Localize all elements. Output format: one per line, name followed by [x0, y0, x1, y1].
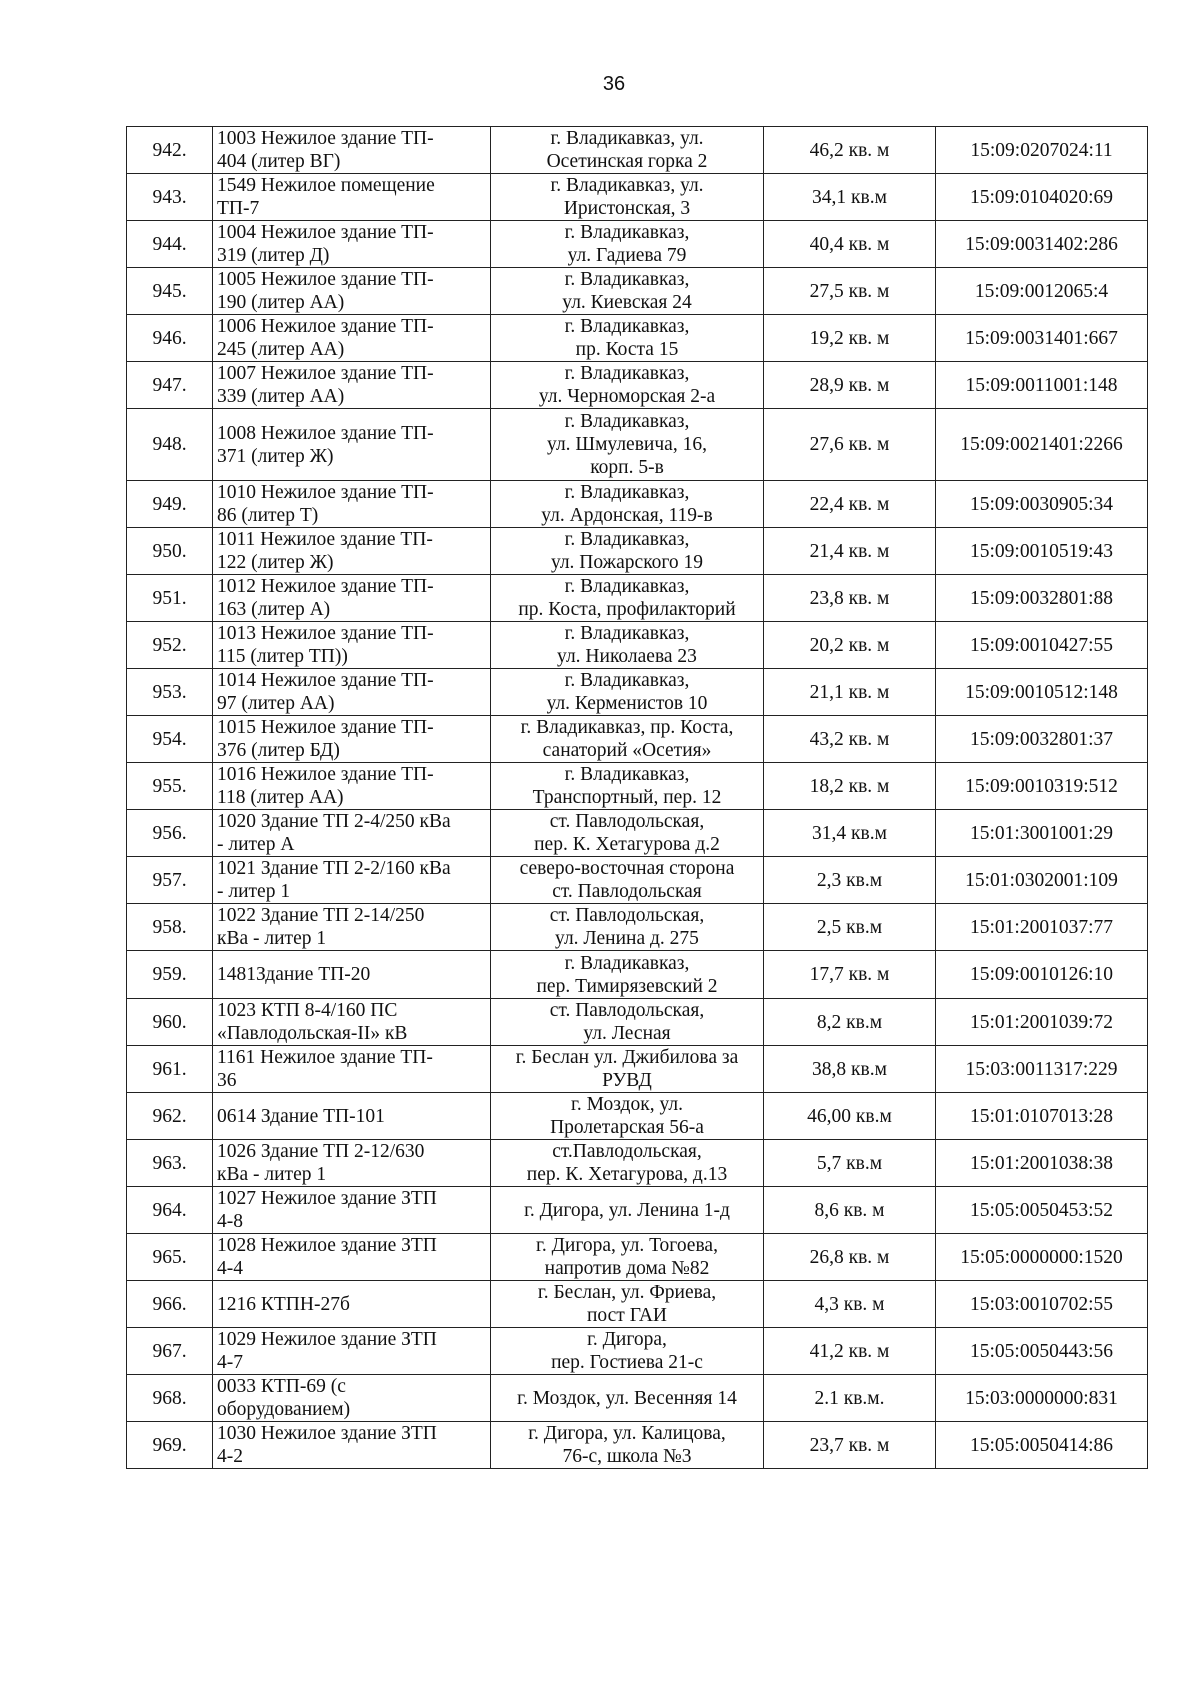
object-name-cell-line: 4-2 [217, 1446, 243, 1467]
address-cell-line: пер. К. Хетагурова д.2 [534, 834, 720, 855]
address-cell-line: г. Моздок, ул. [571, 1094, 683, 1115]
object-name-cell-line: 319 (литер Д) [217, 245, 330, 266]
cadastral-number-cell: 15:01:2001037:77 [936, 904, 1148, 951]
object-name-cell-line: 371 (литер Ж) [217, 445, 334, 467]
object-name-cell [213, 857, 491, 904]
object-name-cell-line: 1161 Нежилое здание ТП- [217, 1047, 433, 1068]
object-name-cell-line: 1022 Здание ТП 2-14/250 [217, 905, 425, 926]
object-name-cell-line: 1006 Нежилое здание ТП- [217, 316, 434, 337]
cadastral-number-cell: 15:01:2001039:72 [936, 999, 1148, 1046]
object-name-cell-line: 4-4 [217, 1258, 243, 1279]
area-cell: 22,4 кв. м [764, 481, 936, 528]
object-name-cell [213, 1234, 491, 1281]
address-cell [491, 904, 764, 951]
object-name-cell [213, 127, 491, 174]
object-name-cell-line: 1014 Нежилое здание ТП- [217, 670, 434, 691]
address-cell-line: пер. Тимирязевский 2 [536, 975, 718, 997]
address-cell [491, 857, 764, 904]
area-cell: 2,3 кв.м [764, 857, 936, 904]
object-name-cell-line: оборудованием) [217, 1399, 351, 1420]
table-row [127, 763, 1148, 810]
table-row [127, 669, 1148, 716]
row-number-cell: 950. [127, 528, 213, 575]
area-cell: 18,2 кв. м [764, 763, 936, 810]
address-cell [491, 1422, 764, 1469]
address-cell [491, 1375, 764, 1422]
object-name-cell-line: 118 (литер АА) [217, 787, 344, 808]
address-cell-line: пр. Коста 15 [575, 339, 679, 360]
address-cell-line: г. Владикавказ, [564, 952, 690, 974]
address-cell [491, 1093, 764, 1140]
address-cell [491, 315, 764, 362]
table-row [127, 1046, 1148, 1093]
address-cell-line: ул. Керменистов 10 [546, 693, 708, 714]
address-cell-line: 76-с, школа №3 [562, 1446, 692, 1467]
address-cell-line: г. Владикавказ, [564, 411, 690, 432]
address-cell [491, 1046, 764, 1093]
table-row [127, 622, 1148, 669]
object-name-cell-line: 36 [217, 1070, 237, 1091]
row-number-cell: 948. [127, 409, 213, 481]
table-row [127, 999, 1148, 1046]
address-cell-line: г. Владикавказ, [564, 363, 690, 384]
address-cell [491, 669, 764, 716]
cadastral-number-cell: 15:05:0050414:86 [936, 1422, 1148, 1469]
table-row [127, 221, 1148, 268]
address-cell-line: г. Владикавказ, ул. [550, 128, 704, 149]
object-name-cell [213, 1281, 491, 1328]
cadastral-number-cell: 15:01:3001001:29 [936, 810, 1148, 857]
object-name-cell-line: 1020 Здание ТП 2-4/250 кВа [217, 811, 451, 832]
address-cell-line: ст.Павлодольская, [552, 1141, 702, 1162]
address-cell-line: г. Дигора, ул. Тогоева, [536, 1235, 718, 1256]
cadastral-number-cell: 15:09:0032801:88 [936, 575, 1148, 622]
address-cell-line: напротив дома №82 [544, 1258, 710, 1279]
cadastral-number-cell: 15:09:0021401:2266 [936, 409, 1148, 481]
object-name-cell-line: 1027 Нежилое здание ЗТП [217, 1188, 437, 1209]
address-cell-line: г. Владикавказ, [564, 670, 690, 691]
area-cell: 38,8 кв.м [764, 1046, 936, 1093]
object-name-cell-line: 1029 Нежилое здание ЗТП [217, 1329, 437, 1350]
object-name-cell-line: 1015 Нежилое здание ТП- [217, 717, 434, 738]
object-name-cell-line: 0614 Здание ТП-101 [217, 1105, 385, 1127]
area-cell: 2.1 кв.м. [764, 1375, 936, 1422]
address-cell-line: г. Владикавказ, [564, 623, 690, 644]
object-name-cell-line: 1005 Нежилое здание ТП- [217, 269, 434, 290]
object-name-cell-line: 163 (литер А) [217, 599, 331, 620]
address-cell-line: ул. Черноморская 2-а [538, 386, 716, 407]
object-name-cell [213, 1187, 491, 1234]
object-name-cell-line: 1549 Нежилое помещение [217, 175, 435, 196]
row-number-cell: 943. [127, 174, 213, 221]
address-cell-line: корп. 5-в [590, 457, 664, 478]
address-cell-line: г. Владикавказ, [564, 269, 690, 290]
table-row [127, 481, 1148, 528]
area-cell: 23,7 кв. м [764, 1422, 936, 1469]
area-cell: 20,2 кв. м [764, 622, 936, 669]
cadastral-number-cell: 15:09:0207024:11 [936, 127, 1148, 174]
row-number-cell: 946. [127, 315, 213, 362]
row-number-cell: 956. [127, 810, 213, 857]
cadastral-number-cell: 15:09:0011001:148 [936, 362, 1148, 409]
object-name-cell [213, 315, 491, 362]
object-name-cell-line: 1030 Нежилое здание ЗТП [217, 1423, 437, 1444]
area-cell: 41,2 кв. м [764, 1328, 936, 1375]
row-number-cell: 960. [127, 999, 213, 1046]
address-cell-line: г. Дигора, ул. Ленина 1-д [524, 1199, 730, 1221]
table-row [127, 575, 1148, 622]
address-cell-line: г. Дигора, [587, 1329, 667, 1350]
object-name-cell-line: 1011 Нежилое здание ТП- [217, 529, 433, 550]
address-cell [491, 1281, 764, 1328]
address-cell-line: пост ГАИ [586, 1305, 668, 1326]
address-cell [491, 622, 764, 669]
table-row [127, 127, 1148, 174]
cadastral-number-cell: 15:03:0010702:55 [936, 1281, 1148, 1328]
table-row [127, 409, 1148, 481]
address-cell-line: г. Владикавказ, [564, 222, 690, 243]
address-cell [491, 1234, 764, 1281]
object-name-cell-line: 245 (литер АА) [217, 339, 345, 360]
row-number-cell: 969. [127, 1422, 213, 1469]
object-name-cell [213, 622, 491, 669]
cadastral-number-cell: 15:09:0012065:4 [936, 268, 1148, 315]
object-name-cell [213, 1422, 491, 1469]
cadastral-number-cell: 15:09:0104020:69 [936, 174, 1148, 221]
object-name-cell [213, 575, 491, 622]
address-cell-line: пер. Гостиева 21-с [551, 1352, 703, 1373]
address-cell-line: г. Владикавказ, [564, 529, 690, 550]
object-name-cell-line: 1021 Здание ТП 2-2/160 кВа [217, 858, 451, 879]
table-row [127, 904, 1148, 951]
address-cell-line: г. Владикавказ, [564, 316, 690, 337]
object-name-cell-line: - литер 1 [217, 881, 291, 902]
area-cell: 31,4 кв.м [764, 810, 936, 857]
address-cell [491, 362, 764, 409]
address-cell-line: г. Беслан ул. Джибилова за [515, 1047, 739, 1068]
table-row [127, 1187, 1148, 1234]
address-cell-line: пер. К. Хетагурова, д.13 [526, 1164, 728, 1185]
row-number-cell: 951. [127, 575, 213, 622]
address-cell [491, 575, 764, 622]
area-cell: 8,2 кв.м [764, 999, 936, 1046]
object-name-cell [213, 221, 491, 268]
table-row [127, 1328, 1148, 1375]
address-cell [491, 1187, 764, 1234]
area-cell: 17,7 кв. м [764, 951, 936, 999]
object-name-cell [213, 268, 491, 315]
cadastral-number-cell: 15:05:0000000:1520 [936, 1234, 1148, 1281]
object-name-cell [213, 1093, 491, 1140]
registry-table-body [127, 127, 1148, 1469]
address-cell-line: ул. Ардонская, 119-в [541, 505, 713, 526]
row-number-cell: 968. [127, 1375, 213, 1422]
address-cell [491, 481, 764, 528]
table-row [127, 1140, 1148, 1187]
address-cell-line: ул. Ленина д. 275 [555, 928, 699, 949]
row-number-cell: 945. [127, 268, 213, 315]
object-name-cell [213, 481, 491, 528]
object-name-cell-line: 1016 Нежилое здание ТП- [217, 764, 434, 785]
area-cell: 26,8 кв. м [764, 1234, 936, 1281]
address-cell-line: РУВД [602, 1070, 652, 1091]
address-cell-line: Осетинская горка 2 [546, 151, 708, 172]
table-row [127, 810, 1148, 857]
object-name-cell-line: 86 (литер Т) [217, 505, 319, 526]
area-cell: 2,5 кв.м [764, 904, 936, 951]
row-number-cell: 953. [127, 669, 213, 716]
address-cell-line: ул. Пожарского 19 [550, 552, 704, 573]
object-name-cell-line: 190 (литер АА) [217, 292, 345, 313]
address-cell-line: ст. Павлодольская, [549, 811, 705, 832]
address-cell-line: пр. Коста, профилакторий [518, 599, 736, 620]
object-name-cell-line: 115 (литер ТП)) [217, 646, 348, 667]
address-cell-line: ст. Павлодольская, [549, 1000, 705, 1021]
table-row [127, 528, 1148, 575]
object-name-cell-line: 4-7 [217, 1352, 243, 1373]
address-cell-line: ст. Павлодольская [552, 881, 702, 902]
object-name-cell-line: 1008 Нежилое здание ТП- [217, 422, 434, 444]
row-number-cell: 942. [127, 127, 213, 174]
address-cell [491, 999, 764, 1046]
object-name-cell [213, 174, 491, 221]
table-row [127, 1093, 1148, 1140]
property-registry-table [126, 126, 1148, 1469]
address-cell-line: Иристонская, 3 [563, 198, 691, 219]
cadastral-number-cell: 15:01:2001038:38 [936, 1140, 1148, 1187]
object-name-cell [213, 362, 491, 409]
address-cell [491, 763, 764, 810]
object-name-cell-line: 1023 КТП 8-4/160 ПС [217, 1000, 398, 1021]
table-row [127, 857, 1148, 904]
area-cell: 43,2 кв. м [764, 716, 936, 763]
object-name-cell [213, 1140, 491, 1187]
object-name-cell [213, 1046, 491, 1093]
area-cell: 21,1 кв. м [764, 669, 936, 716]
row-number-cell: 944. [127, 221, 213, 268]
table-row [127, 1375, 1148, 1422]
address-cell [491, 1140, 764, 1187]
address-cell [491, 528, 764, 575]
area-cell: 28,9 кв. м [764, 362, 936, 409]
row-number-cell: 963. [127, 1140, 213, 1187]
address-cell-line: г. Владикавказ, [564, 576, 690, 597]
address-cell [491, 409, 764, 481]
address-cell-line: ул. Лесная [583, 1023, 671, 1044]
object-name-cell-line: 376 (литер БД) [217, 740, 340, 761]
area-cell: 23,8 кв. м [764, 575, 936, 622]
cadastral-number-cell: 15:03:0011317:229 [936, 1046, 1148, 1093]
object-name-cell-line: 1003 Нежилое здание ТП- [217, 128, 434, 149]
address-cell [491, 951, 764, 999]
row-number-cell: 958. [127, 904, 213, 951]
object-name-cell-line: 1026 Здание ТП 2-12/630 [217, 1141, 425, 1162]
area-cell: 19,2 кв. м [764, 315, 936, 362]
table-row [127, 1422, 1148, 1469]
area-cell: 21,4 кв. м [764, 528, 936, 575]
table-row [127, 315, 1148, 362]
row-number-cell: 947. [127, 362, 213, 409]
object-name-cell-line: 1216 КТПН-27б [217, 1293, 350, 1315]
address-cell-line: г. Владикавказ, ул. [550, 175, 704, 196]
cadastral-number-cell: 15:03:0000000:831 [936, 1375, 1148, 1422]
object-name-cell [213, 904, 491, 951]
object-name-cell [213, 409, 491, 481]
object-name-cell-line: 1028 Нежилое здание ЗТП [217, 1235, 437, 1256]
address-cell-line: ул. Гадиева 79 [567, 245, 687, 266]
row-number-cell: 957. [127, 857, 213, 904]
cadastral-number-cell: 15:01:0302001:109 [936, 857, 1148, 904]
object-name-cell [213, 951, 491, 999]
cadastral-number-cell: 15:09:0010512:148 [936, 669, 1148, 716]
address-cell-line: г. Владикавказ, [564, 482, 690, 503]
area-cell: 5,7 кв.м [764, 1140, 936, 1187]
address-cell-line: г. Моздок, ул. Весенняя 14 [517, 1387, 737, 1409]
area-cell: 8,6 кв. м [764, 1187, 936, 1234]
object-name-cell-line: 1481Здание ТП-20 [217, 964, 371, 985]
row-number-cell: 967. [127, 1328, 213, 1375]
table-row [127, 1234, 1148, 1281]
area-cell: 46,2 кв. м [764, 127, 936, 174]
object-name-cell-line: 4-8 [217, 1211, 243, 1232]
area-cell: 46,00 кв.м [764, 1093, 936, 1140]
cadastral-number-cell: 15:09:0032801:37 [936, 716, 1148, 763]
object-name-cell-line: 1007 Нежилое здание ТП- [217, 363, 434, 384]
cadastral-number-cell: 15:09:0010427:55 [936, 622, 1148, 669]
cadastral-number-cell: 15:09:0010126:10 [936, 951, 1148, 999]
object-name-cell-line: 97 (литер АА) [217, 693, 335, 714]
object-name-cell-line: 1012 Нежилое здание ТП- [217, 576, 434, 597]
row-number-cell: 965. [127, 1234, 213, 1281]
table-row [127, 174, 1148, 221]
object-name-cell-line: 0033 КТП-69 (с [217, 1376, 346, 1397]
object-name-cell-line: 339 (литер АА) [217, 386, 345, 407]
row-number-cell: 954. [127, 716, 213, 763]
object-name-cell-line: 1004 Нежилое здание ТП- [217, 222, 434, 243]
row-number-cell: 961. [127, 1046, 213, 1093]
row-number-cell: 964. [127, 1187, 213, 1234]
table-row [127, 362, 1148, 409]
cadastral-number-cell: 15:05:0050453:52 [936, 1187, 1148, 1234]
row-number-cell: 952. [127, 622, 213, 669]
address-cell-line: г. Владикавказ, [564, 764, 690, 785]
object-name-cell-line: «Павлодольская-II» кВ [217, 1023, 408, 1044]
area-cell: 40,4 кв. м [764, 221, 936, 268]
address-cell-line: Пролетарская 56-а [550, 1117, 704, 1138]
object-name-cell [213, 763, 491, 810]
cadastral-number-cell: 15:05:0050443:56 [936, 1328, 1148, 1375]
address-cell-line: Транспортный, пер. 12 [532, 787, 722, 808]
object-name-cell [213, 810, 491, 857]
address-cell-line: санаторий «Осетия» [542, 740, 712, 761]
address-cell [491, 221, 764, 268]
area-cell: 4,3 кв. м [764, 1281, 936, 1328]
object-name-cell-line: 404 (литер ВГ) [217, 151, 341, 172]
object-name-cell-line: - литер А [217, 834, 295, 855]
row-number-cell: 955. [127, 763, 213, 810]
object-name-cell [213, 1328, 491, 1375]
row-number-cell: 962. [127, 1093, 213, 1140]
address-cell-line: ул. Киевская 24 [562, 292, 692, 313]
object-name-cell [213, 1375, 491, 1422]
table-row [127, 1281, 1148, 1328]
address-cell-line: ул. Шмулевича, 16, [547, 434, 707, 455]
address-cell-line: ул. Николаева 23 [557, 646, 697, 667]
address-cell [491, 716, 764, 763]
row-number-cell: 949. [127, 481, 213, 528]
address-cell-line: г. Владикавказ, пр. Коста, [520, 717, 734, 738]
area-cell: 27,5 кв. м [764, 268, 936, 315]
address-cell-line: ст. Павлодольская, [549, 905, 705, 926]
object-name-cell [213, 716, 491, 763]
table-row [127, 268, 1148, 315]
cadastral-number-cell: 15:09:0010519:43 [936, 528, 1148, 575]
row-number-cell: 966. [127, 1281, 213, 1328]
object-name-cell-line: кВа - литер 1 [217, 928, 327, 949]
cadastral-number-cell: 15:09:0031401:667 [936, 315, 1148, 362]
address-cell-line: г. Беслан, ул. Фриева, [537, 1282, 717, 1303]
cadastral-number-cell: 15:01:0107013:28 [936, 1093, 1148, 1140]
object-name-cell-line: 1010 Нежилое здание ТП- [217, 482, 434, 503]
address-cell-line: северо-восточная сторона [519, 858, 735, 879]
object-name-cell-line: кВа - литер 1 [217, 1164, 327, 1185]
object-name-cell [213, 999, 491, 1046]
address-cell [491, 174, 764, 221]
area-cell: 34,1 кв.м [764, 174, 936, 221]
area-cell: 27,6 кв. м [764, 409, 936, 481]
table-row [127, 716, 1148, 763]
row-number-cell: 959. [127, 951, 213, 999]
table-row [127, 951, 1148, 999]
address-cell [491, 1328, 764, 1375]
object-name-cell-line: 122 (литер Ж) [217, 552, 334, 573]
object-name-cell [213, 669, 491, 716]
cadastral-number-cell: 15:09:0031402:286 [936, 221, 1148, 268]
page-number: 36 [602, 73, 626, 95]
address-cell [491, 810, 764, 857]
address-cell [491, 127, 764, 174]
address-cell-line: г. Дигора, ул. Калицова, [528, 1423, 726, 1444]
cadastral-number-cell: 15:09:0030905:34 [936, 481, 1148, 528]
object-name-cell-line: 1013 Нежилое здание ТП- [217, 623, 434, 644]
object-name-cell-line: ТП-7 [217, 198, 260, 219]
object-name-cell [213, 528, 491, 575]
address-cell [491, 268, 764, 315]
cadastral-number-cell: 15:09:0010319:512 [936, 763, 1148, 810]
